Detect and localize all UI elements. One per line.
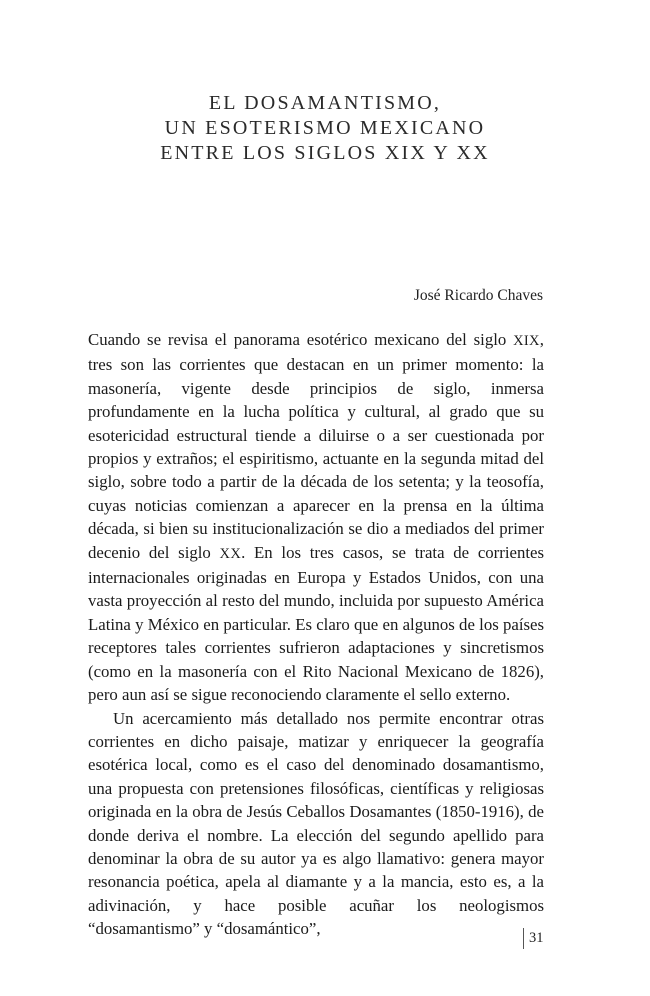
paragraph-1-text-c: . En los tres casos, se trata de corrientes internacionales originadas en Europa y Estados Unidos, con una vasta proyección al resto del mundo, incluida por supuesto América Latina y México en particular. Es claro que en algunos de los países receptores tales corrientes sufrieron adaptaciones y sincretismos (como en la masonería con el Rito Nacional Mexicano de 1826), pero aun así se sigue reconociendo claramente el sello externo. xyxy=(88,542,544,705)
paragraph-2: Un acercamiento más detallado nos permite encontrar otras corrientes en dicho paisaje, matizar y enriquecer la geografía esotérica local, como es el caso del denominado dosamantismo, una propuesta con pretensiones filosóficas, científicas y religiosas originada en la obra de Jesús Ceballos Dosamantes (1850-1916), de donde deriva el nombre. La elección del segundo apellido para denominar la obra de su autor ya es algo llamativo: genera mayor resonancia poética, apela al diamante y a la mancia, esto es, a la adivinación, y hace posible acuñar los neologismos “dosamantismo” y “dosamántico”, xyxy=(88,708,544,939)
page-folio xyxy=(523,928,544,949)
century-numeral-xix: XIX xyxy=(513,333,540,349)
page-number: 31 xyxy=(529,930,544,946)
chapter-author: José Ricardo Chaves xyxy=(413,287,543,304)
chapter-title-line-2: UN ESOTERISMO MEXICANO xyxy=(164,117,486,139)
paragraph-1-text-b: , tres son las corrientes que destacan en un primer momento: la masonería, vigente desde principios de siglo, inmersa profundamente en la lucha política y cultural, al grado que su esotericidad estructural tiende a diluirse o a ser cuestionada por propios y extraños; el espiritismo, actuante en la segunda mitad del siglo, sobre todo a partir de la década de los setenta; y la teosofía, cuyas noticias comienzan a aparecer en la prensa en la última década, si bien su institucionalización se dio a mediados del primer decenio del siglo xyxy=(88,330,544,562)
paragraph-1-text-a: Cuando se revisa el panorama esotérico mexicano del siglo xyxy=(88,330,514,349)
folio-rule xyxy=(523,928,524,949)
century-numeral-xx: XX xyxy=(219,545,242,562)
body-text xyxy=(88,328,544,941)
chapter-title xyxy=(0,91,650,166)
chapter-title-line-3: ENTRE LOS SIGLOS XIX Y XX xyxy=(160,142,490,164)
paragraph-1 xyxy=(88,328,544,707)
chapter-title-line-1: EL DOSAMANTISMO, xyxy=(208,92,442,114)
